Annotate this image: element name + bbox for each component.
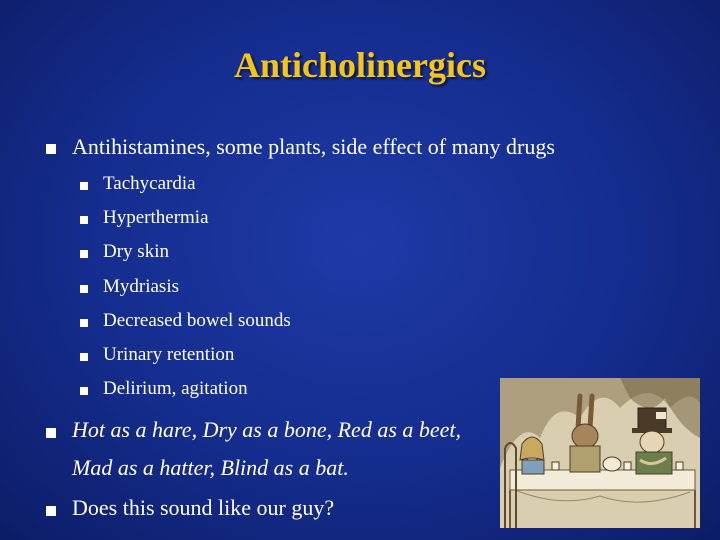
sub-bullet-text: Mydriasis [103,276,179,297]
mnemonic-line-2: Mad as a hatter, Blind as a bat. [72,455,349,480]
sub-bullet-text: Delirium, agitation [103,378,248,399]
tea-party-illustration [500,378,700,528]
bullet-icon [80,285,88,293]
mnemonic-line-1: Hot as a hare, Dry as a bone, Red as a beet, [72,417,462,442]
sub-bullet-text: Dry skin [103,241,169,262]
sub-bullet-text: Tachycardia [103,173,196,194]
bullet-icon [80,353,88,361]
question-text: Does this sound like our guy? [72,495,335,520]
bullet-icon [80,319,88,327]
bullet-icon [80,182,88,190]
sub-bullet-text: Urinary retention [103,344,235,365]
sub-bullet-text: Hyperthermia [103,207,209,228]
bullet-icon [46,144,56,154]
slide-title: Anticholinergics [234,45,486,85]
bullet-icon [80,216,88,224]
sub-bullet-text: Decreased bowel sounds [103,310,291,331]
bullet-icon [46,428,56,438]
main-bullet-text: Antihistamines, some plants, side effect of many drugs [72,134,555,159]
bullet-icon [80,250,88,258]
bullet-icon [46,506,56,516]
bullet-icon [80,387,88,395]
